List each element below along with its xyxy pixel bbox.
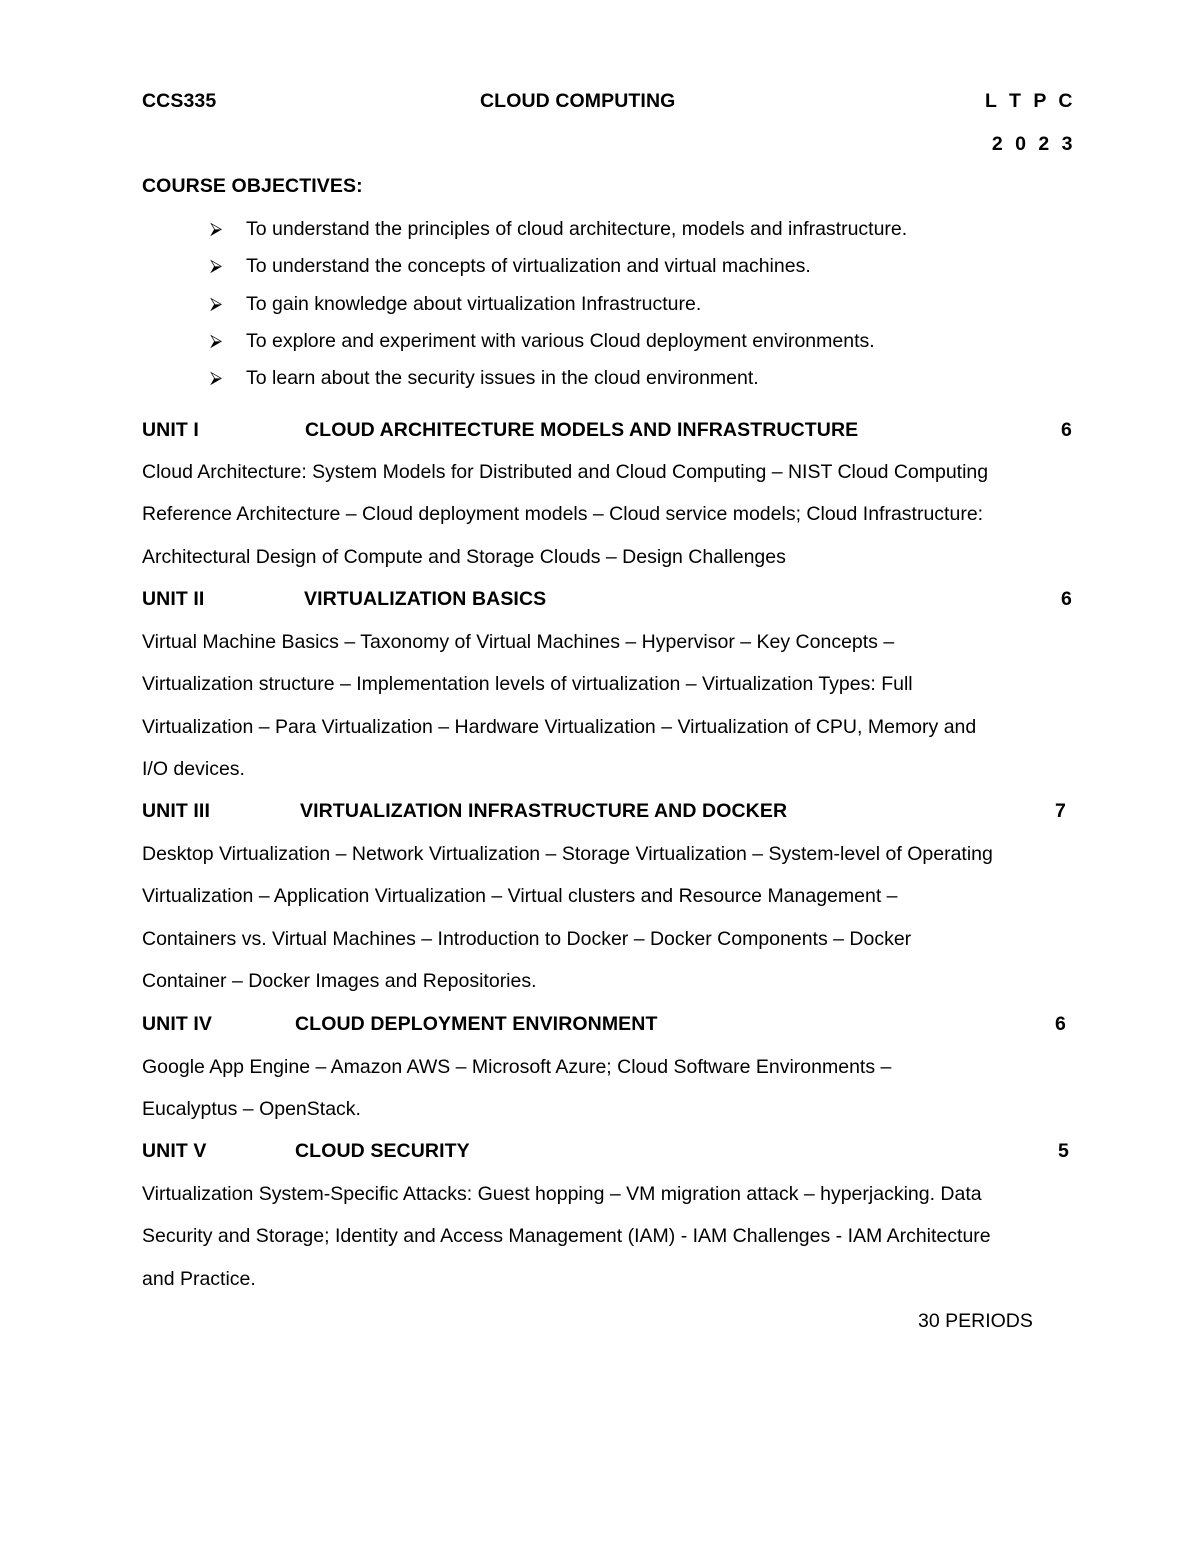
unit-body-line: I/O devices. (142, 758, 245, 781)
unit-heading-1 (142, 419, 1072, 445)
unit-body-line: Eucalyptus – OpenStack. (142, 1098, 361, 1121)
course-title: CLOUD COMPUTING (480, 90, 676, 112)
unit-title: VIRTUALIZATION INFRASTRUCTURE AND DOCKER (300, 800, 788, 822)
unit-heading-5 (142, 1140, 1072, 1166)
objective-item (210, 365, 907, 402)
total-periods: 30 PERIODS (918, 1310, 1033, 1332)
unit-hours: 6 (1061, 419, 1072, 441)
unit-title: CLOUD ARCHITECTURE MODELS AND INFRASTRUCTURE (305, 419, 859, 441)
unit-hours: 6 (1061, 588, 1072, 610)
unit-body-1 (142, 451, 1092, 578)
arrow-bullet-icon: ⮚ (210, 219, 223, 238)
objective-item (210, 253, 907, 290)
objective-text: To understand the concepts of virtualization and virtual machines. (246, 255, 811, 278)
unit-label: UNIT IV (142, 1013, 213, 1035)
unit-body-4 (142, 1046, 1092, 1131)
unit-title: CLOUD SECURITY (295, 1140, 470, 1162)
objective-item (210, 291, 907, 328)
objective-text: To learn about the security issues in the cloud environment. (246, 367, 759, 390)
unit-hours: 5 (1058, 1140, 1069, 1162)
unit-body-line: Virtualization – Para Virtualization – Hardware Virtualization – Virtualization of CPU, Memory and (142, 715, 977, 738)
arrow-bullet-icon: ⮚ (210, 256, 223, 276)
arrow-bullet-icon: ⮚ (210, 368, 223, 388)
unit-label: UNIT II (142, 588, 205, 610)
unit-body-line: Container – Docker Images and Repositories. (142, 970, 537, 993)
unit-body-line: Reference Architecture – Cloud deployment models – Cloud service models; Cloud Infrastructure: (142, 503, 984, 526)
unit-body-line: Virtualization structure – Implementation levels of virtualization – Virtualization Types: Full (142, 673, 913, 696)
unit-label: UNIT I (142, 419, 199, 441)
unit-body-line: Desktop Virtualization – Network Virtualization – Storage Virtualization – System-level of Operating (142, 843, 993, 865)
unit-hours: 6 (1055, 1013, 1066, 1035)
ltpc-values: 2 0 2 3 (991, 133, 1076, 155)
arrow-bullet-icon: ⮚ (210, 330, 223, 350)
course-code: CCS335 (142, 90, 217, 112)
unit-body-line: Cloud Architecture: System Models for Distributed and Cloud Computing – NIST Cloud Computing (142, 461, 989, 483)
unit-label: UNIT V (142, 1140, 207, 1162)
unit-heading-3 (142, 800, 1072, 826)
unit-body-line: Security and Storage; Identity and Access Management (IAM) - IAM Challenges - IAM Architecture (142, 1225, 991, 1248)
unit-title: CLOUD DEPLOYMENT ENVIRONMENT (295, 1013, 658, 1035)
unit-body-line: Google App Engine – Amazon AWS – Microsoft Azure; Cloud Software Environments – (142, 1056, 892, 1078)
objective-text: To understand the principles of cloud architecture, models and infrastructure. (246, 218, 908, 240)
unit-body-5 (142, 1173, 1092, 1300)
unit-hours: 7 (1055, 800, 1066, 822)
unit-body-2 (142, 621, 1092, 791)
ltpc-label: L T P C (985, 90, 1076, 112)
objective-item (210, 216, 907, 253)
unit-body-line: Virtualization – Application Virtualization – Virtual clusters and Resource Management – (142, 885, 898, 908)
unit-label: UNIT III (142, 800, 210, 822)
objective-item (210, 328, 907, 365)
arrow-bullet-icon: ⮚ (210, 293, 223, 313)
objective-text: To gain knowledge about virtualization Infrastructure. (246, 292, 702, 315)
unit-body-line: and Practice. (142, 1267, 256, 1290)
unit-heading-4 (142, 1013, 1072, 1039)
unit-body-line: Virtual Machine Basics – Taxonomy of Virtual Machines – Hypervisor – Key Concepts – (142, 631, 895, 653)
objectives-heading: COURSE OBJECTIVES: (142, 175, 363, 197)
unit-body-line: Architectural Design of Compute and Storage Clouds – Design Challenges (142, 545, 786, 568)
unit-heading-2 (142, 588, 1072, 614)
unit-body-line: Containers vs. Virtual Machines – Introduction to Docker – Docker Components – Docker (142, 927, 912, 950)
unit-body-3 (142, 833, 1092, 1003)
unit-body-line: Virtualization System-Specific Attacks: Guest hopping – VM migration attack – hyperjacking. Data (142, 1183, 982, 1205)
unit-title: VIRTUALIZATION BASICS (304, 588, 547, 610)
objective-text: To explore and experiment with various Cloud deployment environments. (246, 329, 875, 352)
objectives-list (210, 216, 907, 402)
